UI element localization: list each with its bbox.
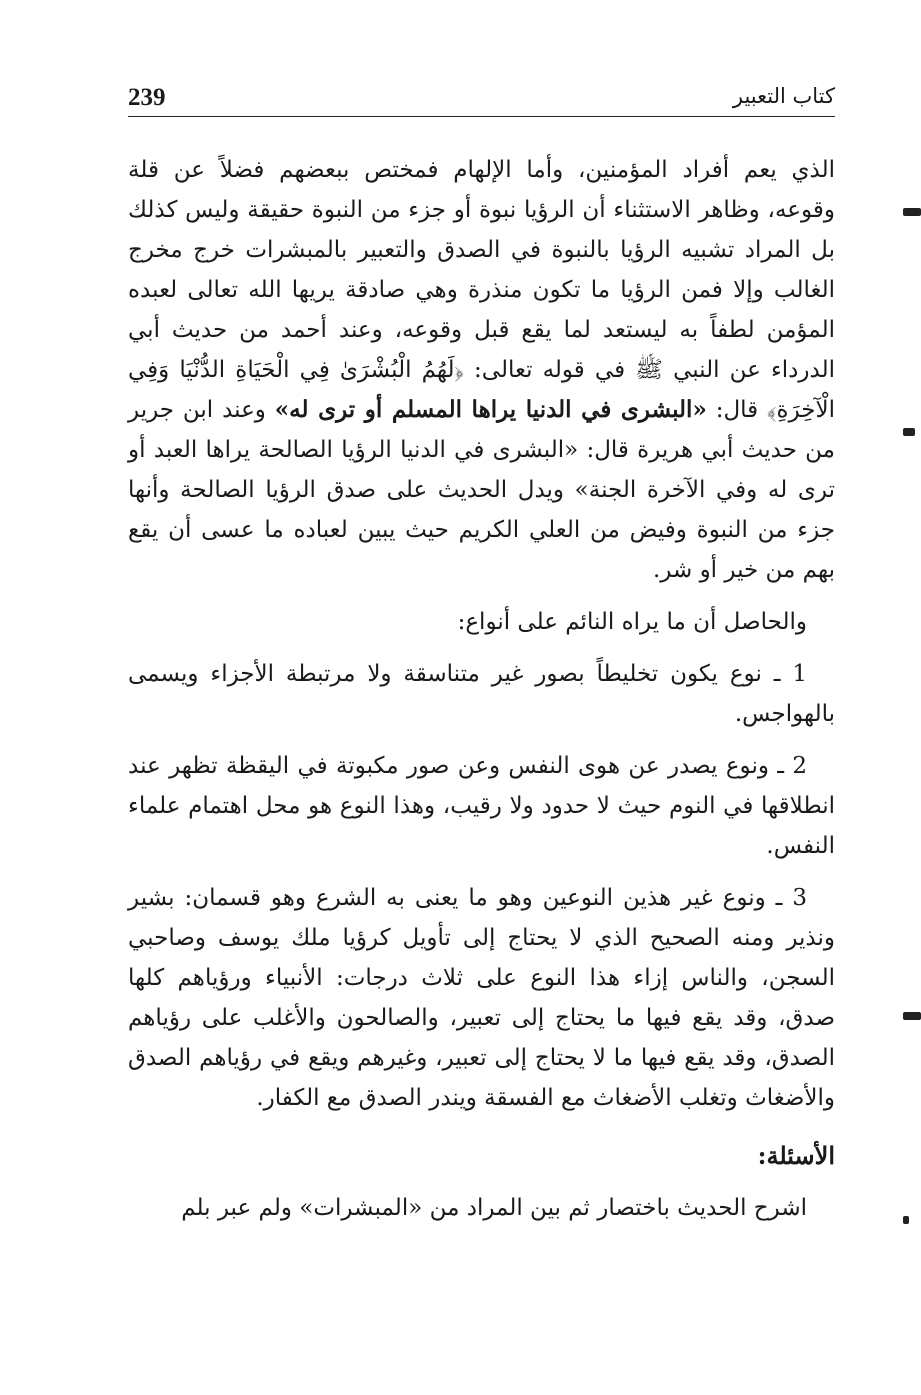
main-text	[128, 150, 835, 1240]
paragraph-2: والحاصل أن ما يراه النائم على أنواع:	[457, 609, 807, 635]
paragraph-1-text-b: وعند ابن جرير من حديث أبي هريرة قال: «البشرى في الدنيا الرؤيا الصالحة يراها العبد أو ترى له وفي الآخرة الجنة» ويدل الحديث على صدق الرؤيا الصالحة وأنها جزء من النبوة وفيض من العلي الكريم حيث يبين لعباده ما عسى أن يقع بهم من خير أو شر.	[128, 397, 835, 583]
paragraph-1	[128, 150, 835, 590]
page-header	[128, 70, 835, 117]
list-item-2: 2 ـ ونوع يصدر عن هوى النفس وعن صور مكبوتة في اليقظة تظهر عند انطلاقها في النوم حيث لا حدود ولا رقيب، وهذا النوع هو محل اهتمام علماء النفس.	[128, 753, 835, 859]
paragraph-1-text-a: الذي يعم أفراد المؤمنين، وأما الإلهام فمختص ببعضهم فضلاً عن قلة وقوعه، وظاهر الاستثناء أن الرؤيا نبوة أو جزء من النبوة حقيقة وليس كذلك بل المراد تشبيه الرؤيا بالنبوة في الصدق والتعبير بالمبشرات خرج مخرج الغالب وإلا فمن الرؤيا ما تكون منذرة وهي صادقة يريها الله تعالى لعبده المؤمن لطفاً به ليستعد لما يقع قبل وقوعه، وعند أحمد من حديث أبي الدرداء عن النبي ﷺ في قوله تعالى: ﴿لَهُمُ الْبُشْرَىٰ فِي الْحَيَاةِ الدُّنْيَا وَفِي الْآخِرَةِ﴾ قال:	[128, 157, 835, 423]
edge-mark-4	[903, 1216, 909, 1224]
edge-mark-2	[903, 428, 915, 436]
list-item-3: 3 ـ ونوع غير هذين النوعين وهو ما يعنى به الشرع وهو قسمان: بشير ونذير ومنه الصحيح الذي لا يحتاج إلى تأويل كرؤيا ملك يوسف وصاحبي السجن، والناس إزاء هذا النوع على ثلاث درجات: الأنبياء ورؤياهم كلها صدق، وقد يقع فيها ما يحتاج إلى تعبير، والصالحون والأغلب على رؤياهم الصدق، وقد يقع فيها ما لا يحتاج إلى تعبير، وغيرهم ويقع في رؤياهم الصدق والأضغاث وتغلب الأضغاث مع الفسقة ويندر الصدق مع الكفار.	[128, 885, 835, 1111]
edge-mark-3	[903, 1012, 921, 1020]
list-item-1: 1 ـ نوع يكون تخليطاً بصور غير متناسقة ولا مرتبطة الأجزاء ويسمى بالهواجس.	[128, 661, 835, 727]
hadith-quote: «البشرى في الدنيا يراها المسلم أو ترى له»	[274, 396, 707, 423]
page-number: 239	[128, 84, 166, 111]
question-1: اشرح الحديث باختصار ثم بين المراد من «المبشرات» ولم عبر بلم	[181, 1195, 807, 1221]
questions-heading: الأسئلة:	[757, 1141, 835, 1170]
running-title: كتاب التعبير	[732, 84, 835, 108]
edge-mark-1	[903, 208, 921, 216]
